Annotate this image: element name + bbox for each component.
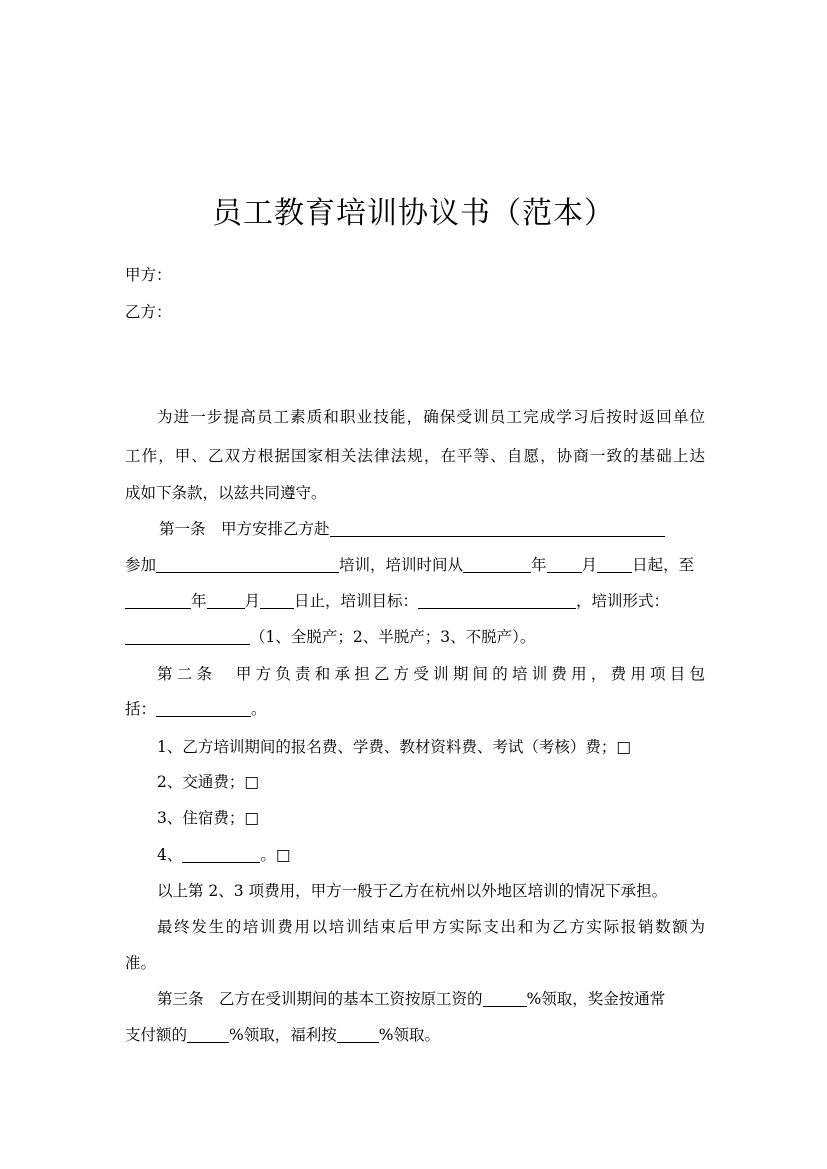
article-3-line-2 <box>125 1025 705 1045</box>
fee-item-1 <box>157 737 705 757</box>
fee-item-4-label: 4、 <box>157 846 183 864</box>
text-year: 年 <box>191 592 207 610</box>
fee-item-2 <box>157 772 705 792</box>
fee-items-blank[interactable] <box>156 700 251 717</box>
article-1-lead: 第一条 甲方安排乙方赴 <box>159 520 330 538</box>
article-2-line-1: 第二条 甲方负责和承担乙方受训期间的培训费用，费用项目包 <box>157 665 705 683</box>
text-month: 月 <box>581 556 598 574</box>
end-year-blank[interactable] <box>125 592 191 609</box>
fee-item-1-checkbox[interactable]: □ <box>616 738 632 756</box>
text-attend: 参加 <box>125 556 157 574</box>
fee-note-2: 最终发生的培训费用以培训结束后甲方实际支出和为乙方实际报销数额为 <box>157 918 705 936</box>
fee-item-3-checkbox[interactable]: □ <box>244 809 260 827</box>
article-2-line-2 <box>125 699 705 719</box>
training-form-options: （1、全脱产；2、半脱产；3、不脱产）。 <box>250 628 536 646</box>
text-month: 月 <box>244 592 261 610</box>
training-form-blank[interactable] <box>125 628 250 645</box>
text-period: 。 <box>260 846 276 864</box>
end-day-blank[interactable] <box>260 592 294 609</box>
text-year: 年 <box>531 556 547 574</box>
text-welfare: %领取，福利按 <box>229 1026 337 1044</box>
fee-item-4-blank[interactable] <box>182 846 260 863</box>
text-training-form: ，培训形式： <box>576 592 670 610</box>
document-title: 员工教育培训协议书（范本） <box>212 196 615 231</box>
fee-item-4-checkbox[interactable]: □ <box>275 846 291 864</box>
article-1-line-4 <box>125 627 705 647</box>
text-receive: %领取。 <box>378 1026 440 1044</box>
article-1-line-1 <box>159 519 705 539</box>
article-3-lead: 第三条 乙方在受训期间的基本工资按原工资的 <box>157 990 483 1008</box>
party-a-label: 甲方： <box>125 266 172 284</box>
text-training-time: 培训，培训时间从 <box>339 556 464 574</box>
article-3-line-1 <box>157 989 705 1009</box>
text-period: 。 <box>251 700 267 718</box>
start-year-blank[interactable] <box>463 556 531 573</box>
intro-line-1: 为进一步提高员工素质和职业技能，确保受训员工完成学习后按时返回单位 <box>157 408 705 426</box>
fee-item-4 <box>157 845 705 865</box>
fee-note-2-end: 准。 <box>125 954 157 972</box>
training-name-blank[interactable] <box>156 556 339 573</box>
start-month-blank[interactable] <box>547 556 582 573</box>
fee-item-3 <box>157 808 705 828</box>
welfare-percent-blank[interactable] <box>337 1026 379 1043</box>
training-goal-blank[interactable] <box>418 592 576 609</box>
fee-item-1-label: 1、乙方培训期间的报名费、学费、教材资料费、考试（考核）费； <box>157 738 617 756</box>
article-1-line-3 <box>125 591 705 611</box>
text-bonus: %领取，奖金按通常 <box>526 990 666 1008</box>
end-month-blank[interactable] <box>207 592 245 609</box>
text-training-goal: 日止，培训目标： <box>294 592 419 610</box>
destination-blank[interactable] <box>330 520 665 537</box>
start-day-blank[interactable] <box>597 556 632 573</box>
fee-note-1: 以上第 2、3 项费用，甲方一般于乙方在杭州以外地区培训的情况下承担。 <box>157 882 668 900</box>
article-1-line-2 <box>125 555 705 575</box>
text-include: 括： <box>125 700 157 718</box>
fee-item-3-label: 3、住宿费； <box>157 809 245 827</box>
party-b-label: 乙方： <box>125 303 172 321</box>
fee-item-2-label: 2、交通费； <box>157 773 245 791</box>
bonus-percent-blank[interactable] <box>187 1026 229 1043</box>
text-payment: 支付额的 <box>125 1026 188 1044</box>
intro-line-2: 工作，甲、乙双方根据国家相关法律法规，在平等、自愿，协商一致的基础上达 <box>125 447 705 465</box>
intro-line-3: 成如下条款，以兹共同遵守。 <box>125 484 327 502</box>
text-day-from: 日起，至 <box>632 556 695 574</box>
fee-item-2-checkbox[interactable]: □ <box>244 773 260 791</box>
base-salary-percent-blank[interactable] <box>483 990 527 1007</box>
